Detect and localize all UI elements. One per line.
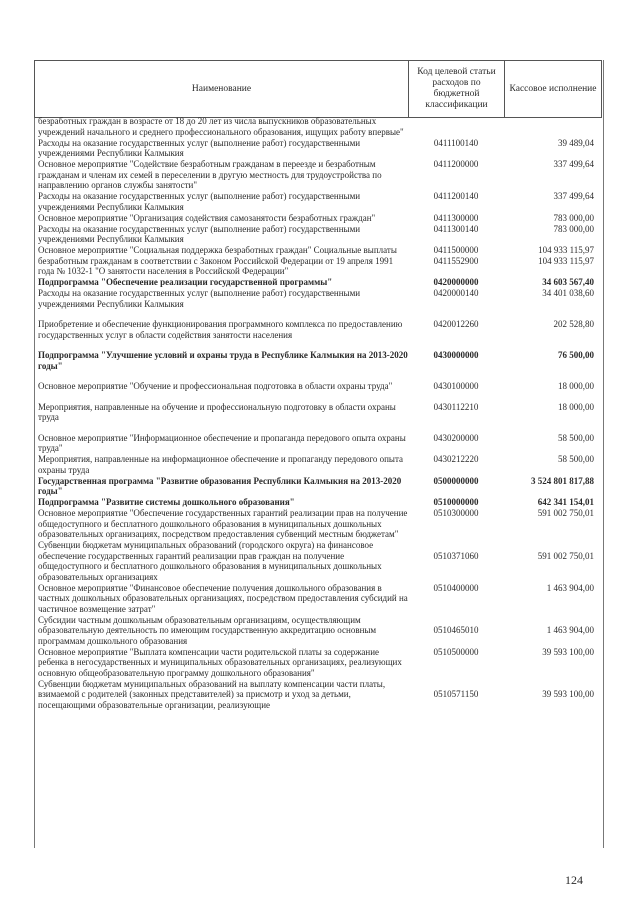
table-row — [36, 381, 602, 392]
table-row — [36, 497, 602, 508]
row-amount — [504, 288, 602, 299]
row-code — [408, 288, 504, 299]
row-amount — [504, 497, 602, 508]
table-row — [36, 245, 602, 277]
amount-value: 591 002 750,01 — [537, 550, 594, 561]
row-name: Субвенции бюджетам муниципальных образований (городского округа) на финансовое обеспечение государственных гарантий реализации прав граждан на получение общедоступного и бесплатного дошкольного образования в муниципальных дошкольных образовательных организациях — [38, 540, 382, 582]
row-name: Подпрограмма "Развитие системы дошкольного образования" — [38, 497, 295, 507]
amount-value: 783 000,00 — [553, 212, 594, 223]
table-row — [36, 615, 602, 647]
table-row — [36, 159, 602, 191]
table-row — [36, 508, 602, 540]
table-row — [36, 319, 602, 340]
amount-value: 202 528,80 — [553, 319, 594, 329]
row-name: Подпрограмма "Улучшение условий и охраны труда в Республике Калмыкия на 2013-2020 годы" — [38, 350, 408, 371]
row-name: безработных граждан в возрасте от 18 до 20 лет из числа выпускников образовательных учреждений начального и среднего профессионального образования, ищущих работу впервые" — [38, 116, 404, 137]
row-code — [408, 350, 504, 361]
row-amount — [504, 679, 602, 700]
table-row — [36, 433, 602, 454]
row-code — [408, 433, 504, 444]
row-code — [408, 224, 504, 235]
code-value: 0430212220 — [433, 454, 479, 464]
row-amount — [504, 350, 602, 361]
header-amount: Кассовое исполнение — [509, 83, 597, 94]
code-value — [408, 679, 504, 690]
row-code — [408, 213, 504, 224]
code-value: 0411300000 — [433, 212, 479, 223]
row-name: Субсидии частным дошкольным образовательным организациям, осуществляющим образовательную деятельность по имеющим государственную аккредитацию основным программам дошкольного образования — [38, 614, 377, 646]
code-value: 0510300000 — [433, 508, 479, 518]
row-name: Основное мероприятие "Обеспечение государственных гарантий реализации прав на получение общедоступного и бесплатного дошкольного образования в муниципальных дошкольных образовательных организациях, посредством предоставления субвенций местным бюджетам" — [38, 508, 408, 539]
code-value: 0411300140 — [433, 223, 479, 234]
row-amount — [504, 583, 602, 594]
row-name: Государственная программа "Развитие образования Республики Калмыкия на 2013-2020 годы" — [38, 475, 402, 496]
table-row — [36, 583, 602, 615]
amount-value: 783 000,00 — [553, 223, 594, 234]
code-value: 0420000000 — [433, 277, 479, 287]
row-code — [408, 615, 504, 636]
row-name: Расходы на оказание государственных услуг (выполнение работ) государственными учреждениями Республики Калмыкия — [38, 223, 361, 244]
row-code — [408, 508, 504, 519]
header-code: Код целевой статьи расходов по бюджетной классификации — [409, 61, 505, 117]
table-row — [36, 402, 602, 423]
amount-value: 34 603 567,40 — [542, 277, 594, 287]
code-value: 0510400000 — [433, 582, 479, 593]
table-row — [36, 288, 602, 309]
table-row — [36, 213, 602, 224]
code-value: 0510465010 — [433, 625, 479, 635]
page-number: 124 — [565, 873, 583, 887]
amount-value: 642 341 154,01 — [537, 497, 594, 507]
table-row — [36, 138, 602, 159]
amount-value: 104 933 115,97 — [538, 245, 594, 255]
row-amount — [504, 245, 602, 266]
header-name: Наименование — [35, 61, 409, 117]
amount-value: 3 524 801 817,88 — [531, 475, 594, 486]
row-amount — [504, 647, 602, 658]
code-value: 0411200140 — [433, 191, 479, 201]
code-value: 0411100140 — [433, 137, 479, 148]
row-name: Основное мероприятие "Финансовое обеспечение получения дошкольного образования в частных дошкольных образовательных организациях, посредством предоставления субсидий на частичное возмещение затрат" — [38, 582, 408, 614]
row-amount — [504, 615, 602, 636]
amount-value — [504, 540, 594, 551]
row-code — [408, 454, 504, 465]
row-amount — [504, 540, 602, 561]
code-value: 0500000000 — [433, 475, 479, 486]
code-value: 0420012260 — [433, 319, 479, 329]
row-code — [408, 116, 504, 127]
row-amount — [504, 508, 602, 519]
row-amount — [504, 116, 602, 127]
code-value: 0430100000 — [433, 381, 479, 391]
table-body — [36, 116, 602, 711]
amount-value: 39 593 100,00 — [542, 689, 594, 699]
row-code — [408, 381, 504, 392]
row-name: Основное мероприятие "Организация содействия самозанятости безработных граждан" — [38, 212, 376, 223]
row-code — [408, 679, 504, 700]
row-code — [408, 402, 504, 413]
row-code — [408, 319, 504, 330]
row-amount — [504, 476, 602, 487]
row-name: Расходы на оказание государственных услуг (выполнение работ) государственными учреждениями Республики Калмыкия — [38, 137, 361, 158]
table-row — [36, 116, 602, 137]
row-amount — [504, 454, 602, 465]
row-name: Расходы на оказание государственных услуг (выполнение работ) государственными учреждениями Республики Калмыкия — [38, 191, 361, 212]
amount-value: 337 499,64 — [553, 191, 594, 201]
code-value: 0420000140 — [433, 288, 479, 298]
amount-value: 1 463 904,00 — [546, 625, 594, 635]
row-code — [408, 540, 504, 561]
row-name: Мероприятия, направленные на информационное обеспечение и пропаганду передового опыта охраны труда — [38, 454, 403, 475]
row-name: Основное мероприятие "Выплата компенсации части родительской платы за содержание ребенка в негосударственных и муниципальных образовательных организациях, реализующих основную общеобразовательную программу дошкольного образования" — [38, 646, 402, 678]
row-name: Мероприятия, направленные на обучение и профессиональную подготовку в области охраны труда — [38, 401, 396, 422]
row-amount — [504, 224, 602, 235]
amount-value: 18 000,00 — [558, 381, 594, 391]
amount-value: 1 463 904,00 — [546, 582, 594, 593]
row-amount — [504, 402, 602, 413]
row-name: Основное мероприятие "Содействие безработным гражданам в переезде и безработным гражданам и членам их семей в переселении в другую местность для трудоустройства по направлению органов службы занятости" — [38, 159, 382, 190]
amount-value: 34 401 038,60 — [542, 288, 594, 298]
table-row — [36, 476, 602, 497]
code-value: 0411200000 — [433, 159, 479, 169]
amount-value — [504, 615, 594, 626]
row-amount — [504, 381, 602, 392]
row-name: Расходы на оказание государственных услуг (выполнение работ) государственными учреждениями Республики Калмыкия — [38, 288, 361, 309]
code-value: 0510500000 — [433, 646, 479, 657]
code-value — [408, 540, 504, 551]
row-code — [408, 277, 504, 288]
code-value: 0411500000 — [433, 245, 479, 255]
row-code — [408, 138, 504, 149]
table-row — [36, 350, 602, 371]
table-row — [36, 277, 602, 288]
table-header — [34, 60, 602, 118]
row-name: Основное мероприятие "Информационное обеспечение и пропаганда передового опыта охраны труда" — [38, 432, 406, 453]
row-amount — [504, 433, 602, 444]
row-name: Приобретение и обеспечение функционирования программного комплекса по предоставлению государственных услуг в области содействия занятости населения — [38, 319, 403, 340]
amount-value: 591 002 750,01 — [537, 508, 594, 518]
row-code — [408, 476, 504, 487]
row-amount — [504, 159, 602, 170]
table-row — [36, 679, 602, 711]
row-code — [408, 191, 504, 202]
code-value — [408, 615, 504, 626]
amount-value: 39 593 100,00 — [542, 646, 594, 657]
amount-value: 337 499,64 — [553, 159, 594, 169]
table-row — [36, 191, 602, 212]
row-name: Субвенции бюджетам муниципальных образований на выплату компенсации части платы, взимаемой с родителей (законных представителей) за присмотр и уход за детьми, посещающими образовательные организации, реализующие — [38, 678, 386, 710]
code-value — [408, 116, 504, 127]
row-name: Основное мероприятие "Обучение и профессиональная подготовка в области охраны труда" — [38, 381, 393, 391]
table-row — [36, 224, 602, 245]
amount-value: 18 000,00 — [558, 401, 594, 412]
amount-value — [504, 679, 594, 690]
code-value: 0510571150 — [433, 689, 479, 699]
row-code — [408, 583, 504, 594]
row-amount — [504, 319, 602, 330]
code-value: 0430200000 — [433, 432, 479, 443]
amount-value: 58 500,00 — [558, 432, 594, 443]
code-value: 0510371060 — [433, 550, 479, 561]
row-code — [408, 647, 504, 658]
amount-value: 76 500,00 — [558, 350, 594, 360]
row-amount — [504, 277, 602, 288]
amount-value: 58 500,00 — [558, 454, 594, 464]
table-row — [36, 454, 602, 475]
table-row — [36, 540, 602, 582]
amount-value: 104 933 115,97 — [538, 255, 594, 266]
row-name: Подпрограмма "Обеспечение реализации государственной программы" — [38, 277, 333, 287]
code-value: 0430000000 — [433, 350, 479, 360]
row-code — [408, 159, 504, 170]
code-value: 0411552900 — [433, 255, 479, 266]
row-amount — [504, 213, 602, 224]
row-name: Основное мероприятие "Социальная поддержка безработных граждан" Социальные выплаты безработным гражданам в соответствии с Законом Российской Федерации от 19 апреля 1991 года № 1032-1 "О занятости населения в Российской Федерации" — [38, 245, 397, 276]
row-code — [408, 497, 504, 508]
row-amount — [504, 191, 602, 202]
amount-value: 39 489,04 — [558, 137, 594, 148]
table-row — [36, 647, 602, 679]
row-amount — [504, 138, 602, 149]
code-value: 0510000000 — [433, 497, 479, 507]
amount-value — [504, 116, 594, 127]
code-value: 0430112210 — [433, 401, 479, 412]
row-code — [408, 245, 504, 266]
